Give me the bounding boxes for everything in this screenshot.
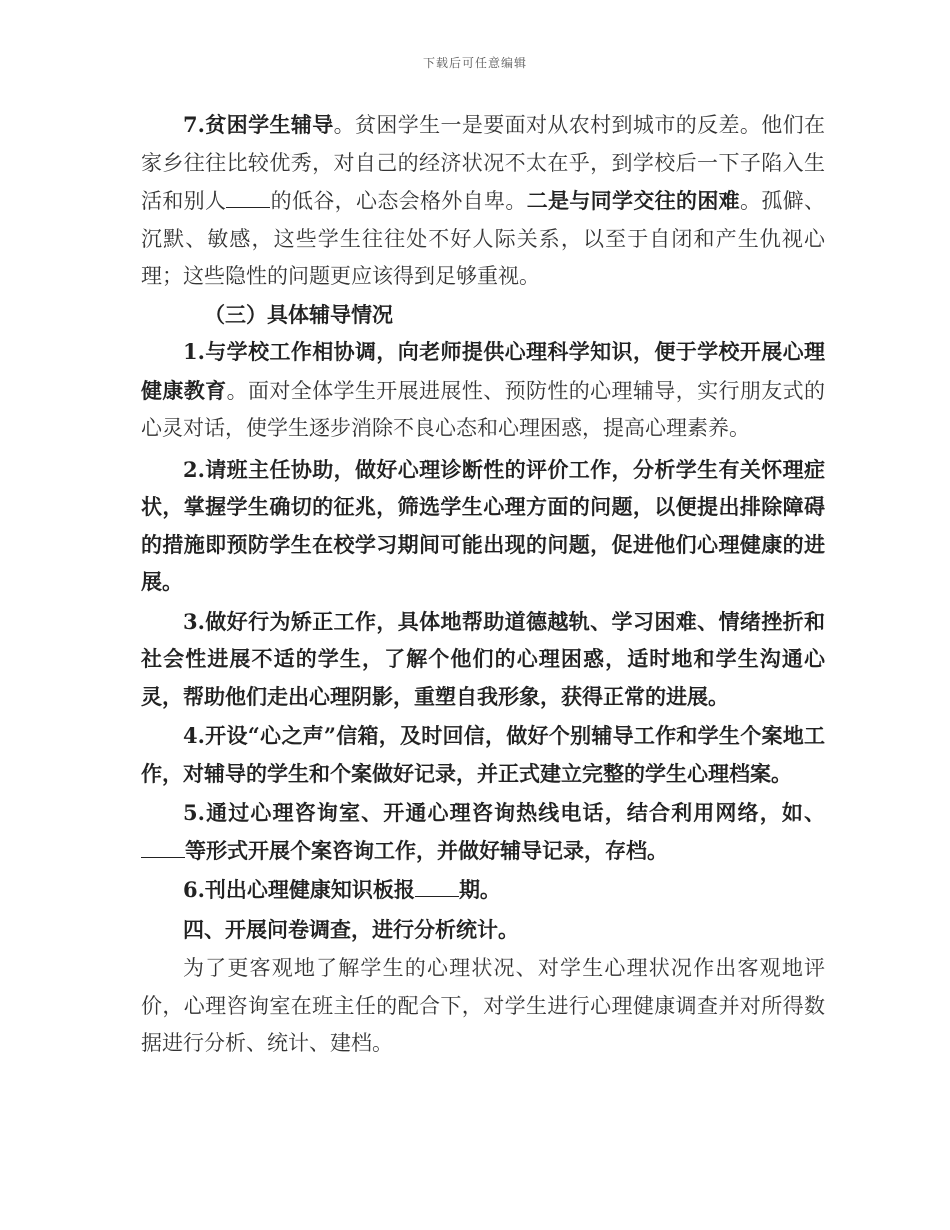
paragraph-poor-students (141, 106, 825, 296)
text-poor-students-2: 的低谷，心态会格外自卑。 (270, 189, 527, 213)
paragraph-item-2: 2.请班主任协助，做好心理诊断性的评价工作，分析学生有关怀理症状，掌握学生确切的征兆，筛选学生心理方面的问题，以便提出排除障碍的措施即预防学生在校学习期间可能出现的问题，促进他们心理健康的进展。 (141, 456, 825, 594)
fill-blank (415, 876, 459, 897)
heading-peer-difficulty: 二是与同学交往的困难 (526, 188, 741, 213)
paragraph-item-3: 3.做好行为矫正工作，具体地帮助道德越轨、学习困难、情绪挫折和社会性进展不适的学生，了解个他们的心理困惑，适时地和学生沟通心灵，帮助他们走出心理阴影，重塑自我形象，获得正常的进展。 (141, 608, 825, 709)
paragraph-item-5 (141, 794, 825, 869)
heading-poor-students: 7.贫困学生辅导 (183, 112, 334, 137)
text-poor-students-1: 。贫困学生一是要面对从农村到城市的反差。他们在家乡往往比较优秀，对自己的经济状况不太在乎，到学校后一下子陷入生活和别人 (141, 113, 825, 213)
item-5-text-1: 5.通过心理咨询室、开通心理咨询热线电话，结合利用网络，如、 (183, 800, 825, 825)
item-5-text-2: 等形式开展个案咨询工作，并做好辅导记录，存档。 (185, 837, 668, 863)
paragraph-item-1 (141, 333, 825, 448)
item-6-text-1: 6.刊出心理健康知识板报 (183, 877, 415, 902)
paragraph-item-6 (141, 871, 825, 909)
page-header: 下载后可任意编辑 (422, 56, 527, 70)
document-body (141, 106, 825, 1063)
fill-blank (141, 837, 185, 858)
section-title-survey: 四、开展问卷调查，进行分析统计。 (183, 916, 519, 942)
fill-blank (226, 187, 270, 208)
paragraph-item-4: 4.开设“心之声”信箱，及时回信，做好个别辅导工作和学生个案地工作，对辅导的学生和个案做好记录，并正式建立完整的学生心理档案。 (141, 723, 825, 786)
section-title-counseling: （三）具体辅导情况 (204, 301, 393, 327)
text-poor-students-3: 。孤僻、沉默、敏感，这些学生往往处不好人际关系，以至于自闭和产生仇视心理；这些隐性的问题更应该得到足够重视。 (141, 189, 826, 288)
paragraph-survey: 为了更客观地了解学生的心理状况、对学生心理状况作出客观地评价，心理咨询室在班主任的配合下，对学生进行心理健康调查并对所得数据进行分析、统计、建档。 (141, 956, 825, 1055)
item-1-text: 。面对全体学生开展进展性、预防性的心理辅导，实行朋友式的心灵对话，使学生逐步消除不良心态和心理困惑，提高心理素养。 (141, 378, 826, 440)
item-1-heading: 1.与学校工作相协调，向老师提供心理科学知识，便于学校开展心理健康教育 (141, 339, 825, 403)
item-6-text-2: 期。 (458, 877, 501, 902)
